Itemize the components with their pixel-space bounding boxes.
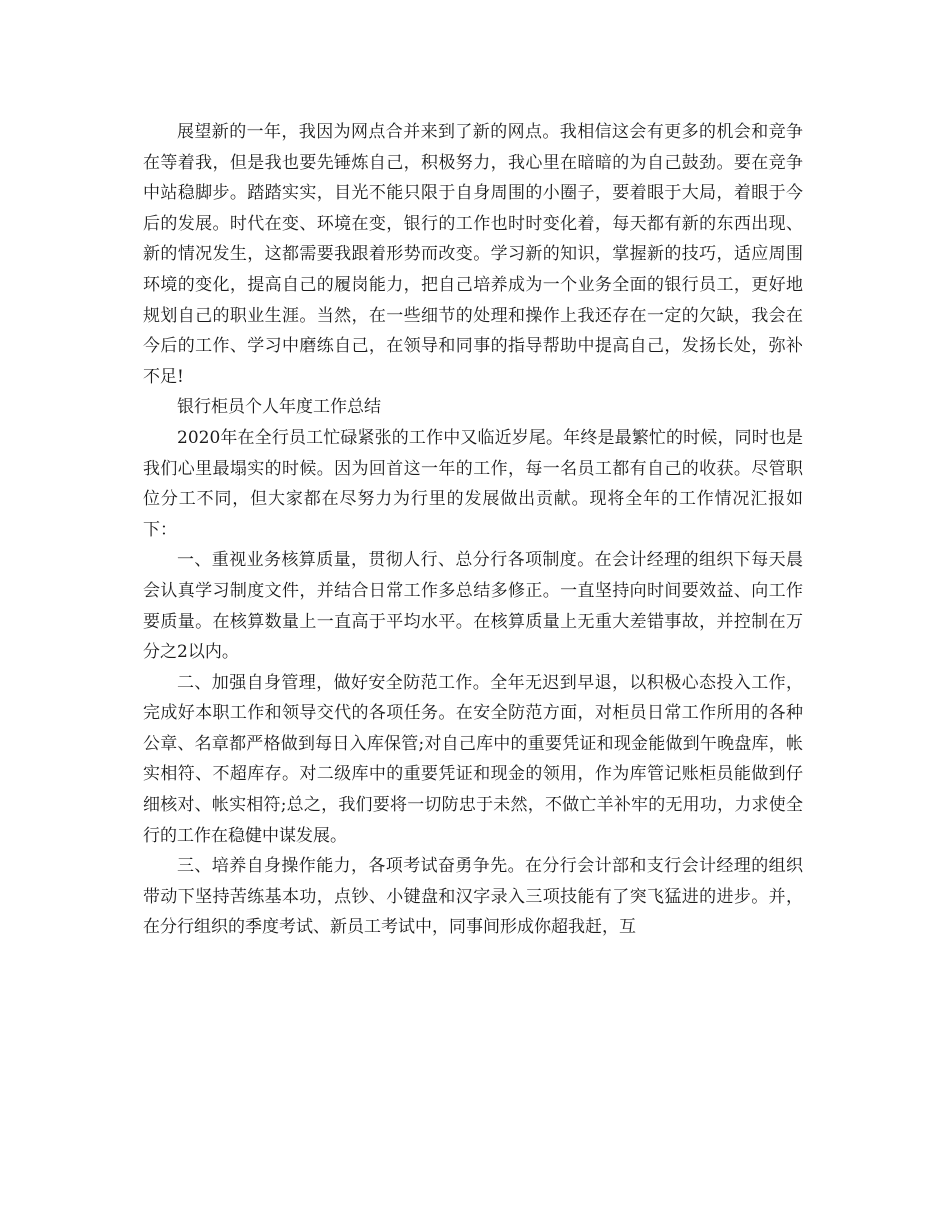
paragraph-outlook: 展望新的一年，我因为网点合并来到了新的网点。我相信这会有更多的机会和竞争在等着我，但是我也要先锤炼自己，积极努力，我心里在暗暗的为自己鼓劲。要在竞争中站稳脚步。踏踏实实，目光不能只限于自身周围的小圈子，要着眼于大局，着眼于今后的发展。时代在变、环境在变，银行的工作也时时变化着，每天都有新的东西出现、新的情况发生，这都需要我跟着形势而改变。学习新的知识，掌握新的技巧，适应周围环境的变化，提高自己的履岗能力，把自己培养成为一个业务全面的银行员工，更好地规划自己的职业生涯。当然，在一些细节的处理和操作上我还存在一定的欠缺，我会在今后的工作、学习中磨练自己，在领导和同事的指导帮助中提高自己，发扬长处，弥补不足! (143, 122, 803, 387)
section-title: 银行柜员个人年度工作总结 (177, 397, 381, 418)
paragraph-item-1: 一、重视业务核算质量，贯彻人行、总分行各项制度。在会计经理的组织下每天晨会认真学习制度文件，并结合日常工作多总结多修正。一直坚持向时间要效益、向工作要质量。在核算数量上一直高于平均水平。在核算质量上无重大差错事故，并控制在万分之2以内。 (143, 550, 803, 663)
paragraph-item-3: 三、培养自身操作能力，各项考试奋勇争先。在分行会计部和支行会计经理的组织带动下坚持苦练基本功，点钞、小键盘和汉字录入三项技能有了突飞猛进的进步。并，在分行组织的季度考试、新员工考试中，同事间形成你超我赶，互 (143, 856, 803, 938)
paragraph-intro: 2020年在全行员工忙碌紧张的工作中又临近岁尾。年终是最繁忙的时候，同时也是我们心里最塌实的时候。因为回首这一年的工作，每一名员工都有自己的收获。尽管职位分工不同，但大家都在尽努力为行里的发展做出贡献。现将全年的工作情况汇报如下： (143, 427, 803, 540)
document-body (143, 117, 803, 943)
paragraph-item-2: 二、加强自身管理，做好安全防范工作。全年无迟到早退，以积极心态投入工作，完成好本职工作和领导交代的各项任务。在安全防范方面，对柜员日常工作所用的各种公章、名章都严格做到每日入库保管;对自己库中的重要凭证和现金能做到午晚盘库，帐实相符、不超库存。对二级库中的重要凭证和现金的领用，作为库管记账柜员能做到仔细核对、帐实相符;总之，我们要将一切防忠于未然，不做亡羊补牢的无用功，力求使全行的工作在稳健中谋发展。 (143, 672, 803, 846)
